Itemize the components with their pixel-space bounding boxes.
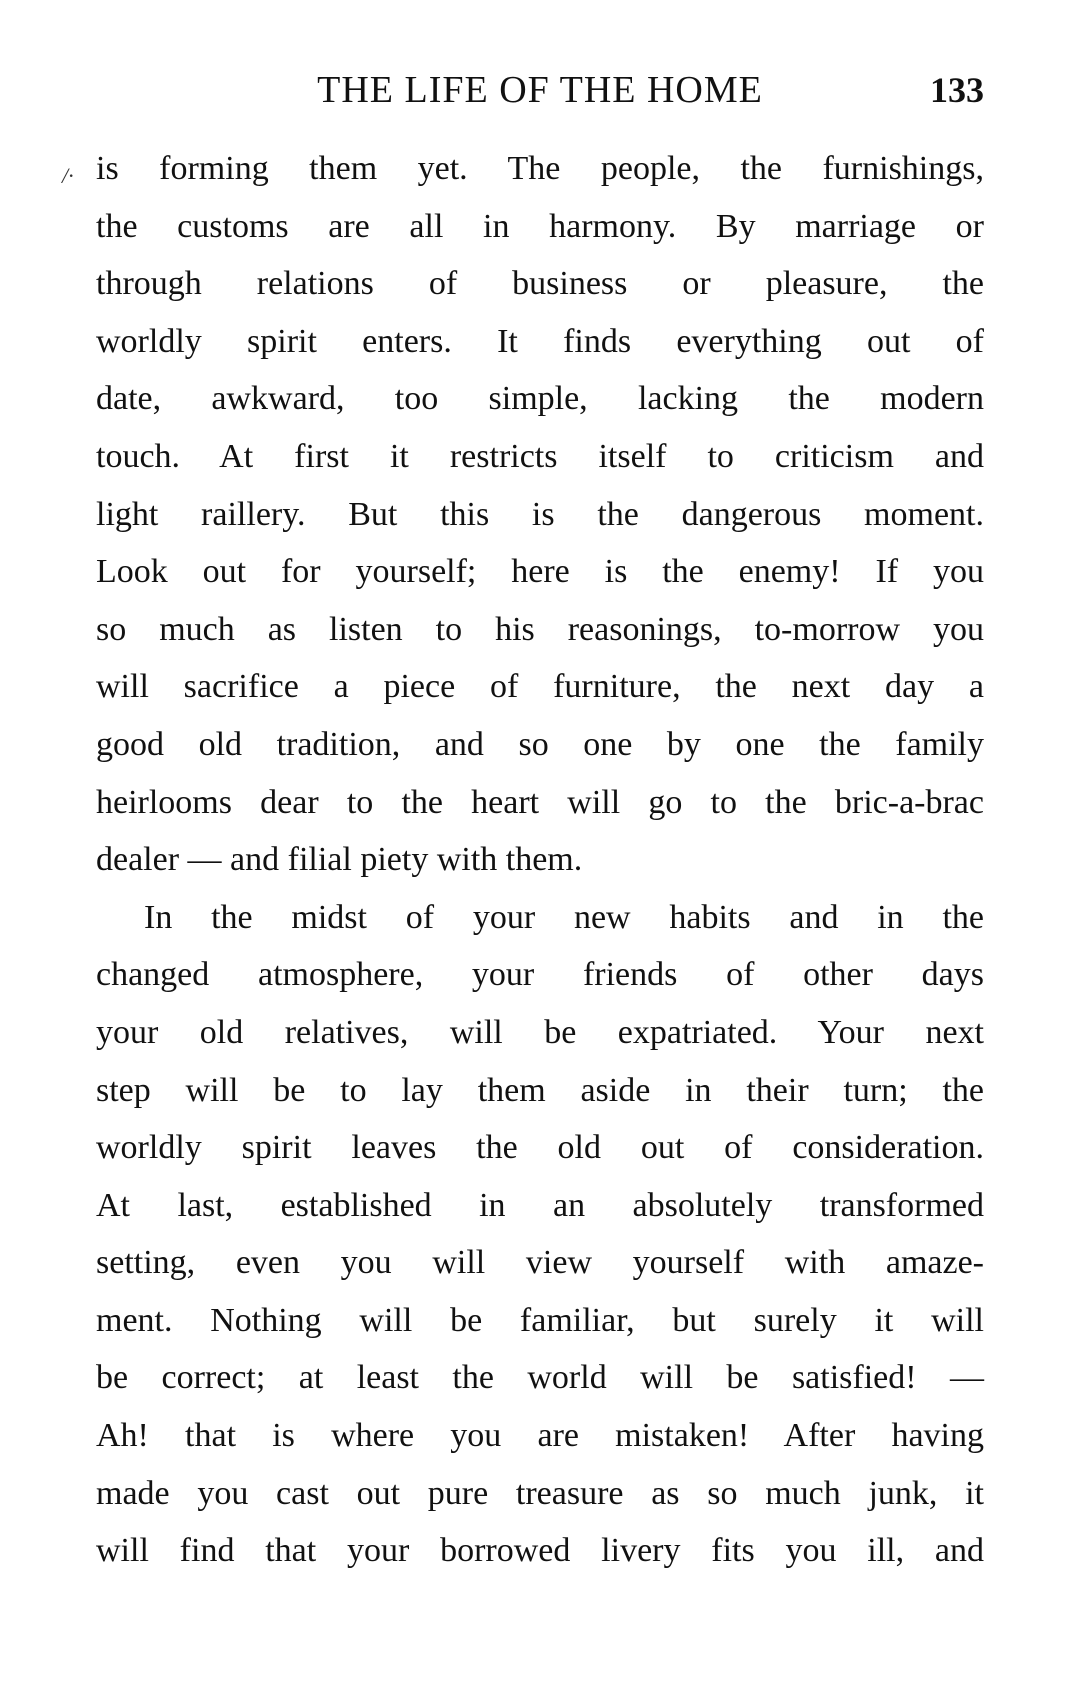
text-line: date, awkward, too simple, lacking the modern xyxy=(96,380,984,418)
text-line: your old relatives, will be expatriated. Your next xyxy=(96,1013,984,1051)
text-line: light raillery. But this is the dangerous moment. xyxy=(96,495,984,533)
text-line: be correct; at least the world will be satisfied! — xyxy=(96,1359,984,1397)
text-line: the customs are all in harmony. By marriage or xyxy=(96,207,984,245)
running-head xyxy=(96,62,984,118)
text-line: setting, even you will view yourself with amaze- xyxy=(96,1244,984,1282)
text-line: so much as listen to his reasonings, to-morrow you xyxy=(96,610,984,648)
text-line: At last, established in an absolutely transformed xyxy=(96,1186,984,1224)
text-line: made you cast out pure treasure as so much junk, it xyxy=(96,1474,984,1512)
text-line: is forming them yet. The people, the furnishings, xyxy=(96,150,984,187)
text-line: touch. At first it restricts itself to criticism and xyxy=(96,437,984,475)
margin-mark: /· xyxy=(62,163,74,188)
text-line: In the midst of your new habits and in the xyxy=(144,898,984,936)
running-title: THE LIFE OF THE HOME xyxy=(317,69,763,111)
text-line: Ah! that is where you are mistaken! After having xyxy=(96,1417,984,1455)
text-line: ment. Nothing will be familiar, but surely it will xyxy=(96,1301,984,1339)
text-line: dealer — and filial piety with them. xyxy=(96,841,583,879)
text-line: will sacrifice a piece of furniture, the next day a xyxy=(96,668,984,706)
text-line: will find that your borrowed livery fits you ill, and xyxy=(96,1532,984,1570)
text-line: through relations of business or pleasure, the xyxy=(96,265,984,303)
text-line: changed atmosphere, your friends of other days xyxy=(96,956,984,994)
text-line: step will be to lay them aside in their turn; the xyxy=(96,1071,984,1109)
text-line: Look out for yourself; here is the enemy! If you xyxy=(96,553,984,591)
text-line: good old tradition, and so one by one the family xyxy=(96,725,984,763)
body-text xyxy=(96,140,984,1580)
text-line: worldly spirit enters. It finds everything out of xyxy=(96,322,984,360)
text-line: heirlooms dear to the heart will go to the bric-a-brac xyxy=(96,783,984,821)
page-number: 133 xyxy=(930,70,984,110)
text-line: worldly spirit leaves the old out of consideration. xyxy=(96,1129,984,1167)
